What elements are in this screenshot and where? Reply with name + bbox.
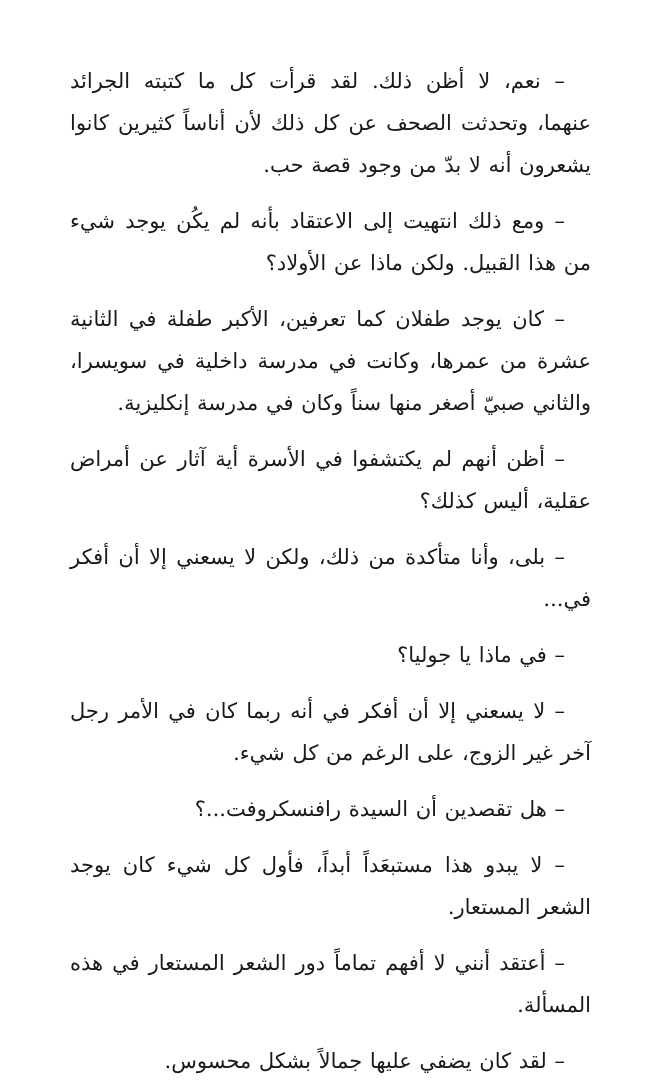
dialogue-paragraph: – ومع ذلك انتهيت إلى الاعتقاد بأنه لم يكُن يوجد شيء من هذا القبيل. ولكن ماذا عن الأولاد؟ xyxy=(70,209,591,275)
dialogue-paragraph: – نعم، لا أظن ذلك. لقد قرأت كل ما كتبته الجرائد عنهما، وتحدثت الصحف عن كل ذلك لأن أناساً كثيرين كانوا يشعرون أنه لا بدّ من وجود قصة حب. xyxy=(70,69,591,177)
dialogue-paragraph: – بلى، وأنا متأكدة من ذلك، ولكن لا يسعني إلا أن أفكر في... xyxy=(70,545,591,611)
dialogue-paragraph: – في ماذا يا جوليا؟ xyxy=(397,643,565,667)
dialogue-paragraph: – لا يبدو هذا مستبعَداً أبداً، فأول كل شيء كان يوجد الشعر المستعار. xyxy=(70,853,591,919)
dialogue-paragraph: – كان يوجد طفلان كما تعرفين، الأكبر طفلة في الثانية عشرة من عمرها، وكانت في مدرسة داخلية في سويسرا، والثاني صبيّ أصغر منها سناً وكان في مدرسة إنكليزية. xyxy=(70,307,591,415)
dialogue-paragraph: – لا يسعني إلا أن أفكر في أنه ربما كان في الأمر رجل آخر غير الزوج، على الرغم من كل شيء. xyxy=(70,699,591,765)
dialogue-paragraph: – أظن أنهم لم يكتشفوا في الأسرة أية آثار عن أمراض عقلية، أليس كذلك؟ xyxy=(70,447,591,513)
dialogue-paragraph: – هل تقصدين أن السيدة رافنسكروفت...؟ xyxy=(194,797,565,821)
dialogue-paragraph: – لقد كان يضفي عليها جمالاً بشكل محسوس. xyxy=(164,1049,565,1073)
dialogue-paragraph: – أعتقد أنني لا أفهم تماماً دور الشعر المستعار في هذه المسألة. xyxy=(70,951,591,1017)
